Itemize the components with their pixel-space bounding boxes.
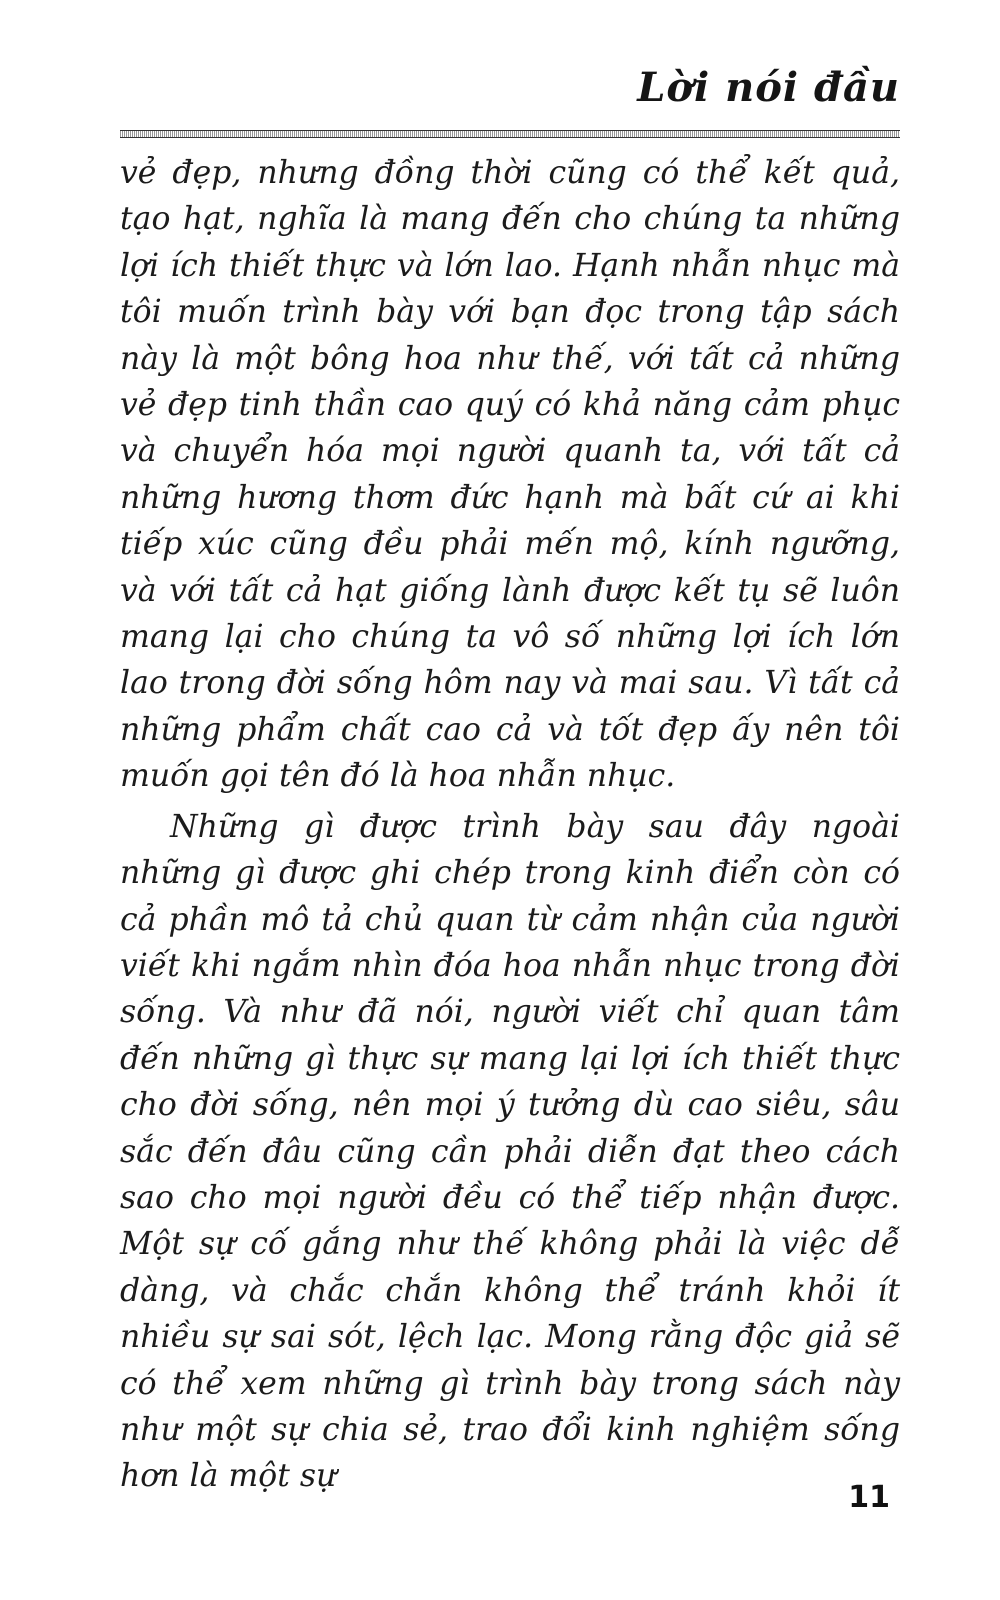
paragraph-continued: vẻ đẹp, nhưng đồng thời cũng có thể kết quả, tạo hạt, nghĩa là mang đến cho chúng ta những lợi ích thiết thực và lớn lao. Hạnh nhẫn nhục mà tôi muốn trình bày với bạn đọc trong tập sách này là một bông hoa như thế, với tất cả những vẻ đẹp tinh thần cao quý có khả năng cảm phục và chuyển hóa mọi người quanh ta, với tất cả những hương thơm đức hạnh mà bất cứ ai khi tiếp xúc cũng đều phải mến mộ, kính ngưỡng, và với tất cả hạt giống lành được kết tụ sẽ luôn mang lại cho chúng ta vô số những lợi ích lớn lao trong đời sống hôm nay và mai sau. Vì tất cả những phẩm chất cao cả và tốt đẹp ấy nên tôi muốn gọi tên đó là hoa nhẫn nhục.: [120, 155, 900, 795]
paragraph: Những gì được trình bày sau đây ngoài những gì được ghi chép trong kinh điển còn có cả phần mô tả chủ quan từ cảm nhận của người viết khi ngắm nhìn đóa hoa nhẫn nhục trong đời sống. Và như đã nói, người viết chỉ quan tâm đến những gì thực sự mang lại lợi ích thiết thực cho đời sống, nên mọi ý tưởng dù cao siêu, sâu sắc đến đâu cũng cần phải diễn đạt theo cách sao cho mọi người đều có thể tiếp nhận được. Một sự cố gắng như thế không phải là việc dễ dàng, và chắc chắn không thể tránh khỏi ít nhiều sự sai sót, lệch lạc. Mong rằng độc giả sẽ có thể xem những gì trình bày trong sách này như một sự chia sẻ, trao đổi kinh nghiệm sống hơn là một sự: [120, 808, 900, 1495]
header-divider: [120, 130, 900, 138]
body-text: [120, 150, 900, 1500]
running-header-title: Lời nói đầu: [637, 64, 900, 111]
page-number: 11: [848, 1480, 890, 1515]
